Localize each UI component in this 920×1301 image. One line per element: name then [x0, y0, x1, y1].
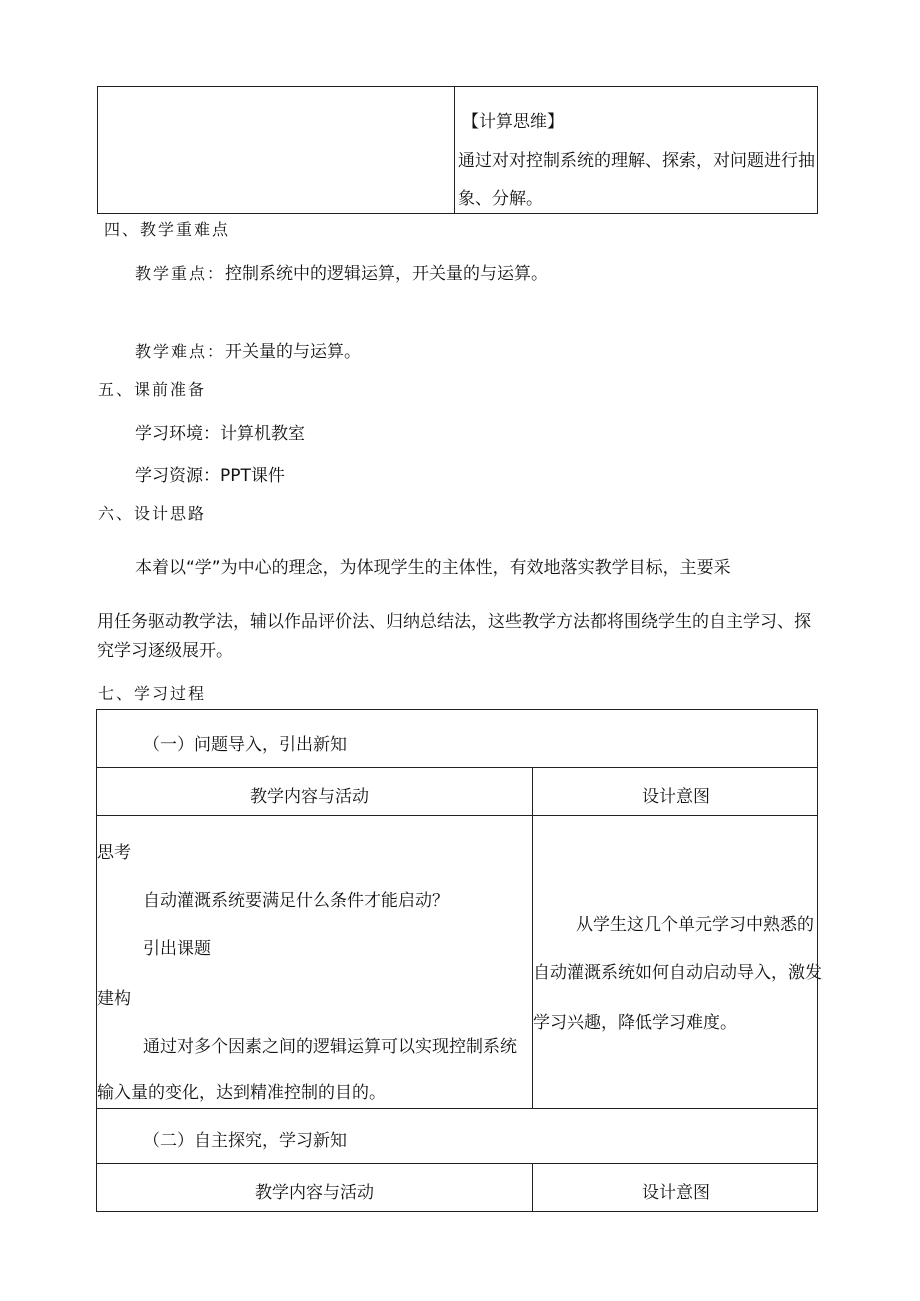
thinking-tag: 【计算思维】 — [462, 112, 564, 132]
part1-title: （一）问题导入，引出新知 — [143, 735, 347, 755]
think-question: 自动灌溉系统要满足什么条件才能启动？ — [143, 891, 449, 911]
section4-heading: 四、教学重难点 — [104, 220, 231, 239]
thinking-line2: 象、分解。 — [458, 189, 543, 209]
intent-line1: 从学生这几个单元学习中熟悉的 — [576, 915, 814, 935]
learning-resources: 学习资源：PPT课件 — [135, 466, 285, 486]
col-header-content: 教学内容与活动 — [250, 787, 369, 807]
learning-environment: 学习环境：计算机教室 — [135, 424, 305, 444]
key-point-text: 控制系统中的逻辑运算，开关量的与运算。 — [225, 264, 549, 284]
key-point — [135, 259, 548, 284]
part2-title: （二）自主探究，学习新知 — [143, 1131, 347, 1151]
section5-heading: 五、课前准备 — [98, 380, 207, 399]
design-idea-line3: 究学习逐级展开。 — [97, 641, 233, 661]
difficult-point-text: 开关量的与运算。 — [225, 342, 362, 362]
design-idea-line1: 本着以“学”为中心的理念，为体现学生的主体性，有效地落实教学目标，主要采 — [135, 558, 731, 578]
section6-heading: 六、设计思路 — [98, 504, 207, 523]
build-line1: 通过对多个因素之间的逻辑运算可以实现控制系统 — [143, 1037, 517, 1057]
design-idea-line2: 用任务驱动教学法，辅以作品评价法、归纳总结法，这些教学方法都将围绕学生的自主学习、探 — [97, 612, 811, 632]
intent-line2: 自动灌溉系统如何自动启动导入，激发 — [533, 963, 822, 983]
build-label: 建构 — [97, 989, 131, 1009]
col-header-intent-2: 设计意图 — [642, 1183, 710, 1203]
section7-heading: 七、学习过程 — [98, 684, 207, 703]
think-label: 思考 — [97, 843, 131, 863]
intent-line3: 学习兴趣，降低学习难度。 — [533, 1013, 737, 1033]
think-lead: 引出课题 — [143, 939, 211, 959]
col-header-intent: 设计意图 — [642, 787, 710, 807]
build-line2: 输入量的变化，达到精准控制的目的。 — [97, 1083, 386, 1103]
key-point-label: 教学重点： — [135, 264, 226, 283]
difficult-point — [135, 337, 361, 362]
thinking-line1: 通过对对控制系统的理解、探索，对问题进行抽 — [458, 151, 815, 171]
difficult-point-label: 教学难点： — [135, 342, 226, 361]
col-header-content-2: 教学内容与活动 — [255, 1183, 374, 1203]
